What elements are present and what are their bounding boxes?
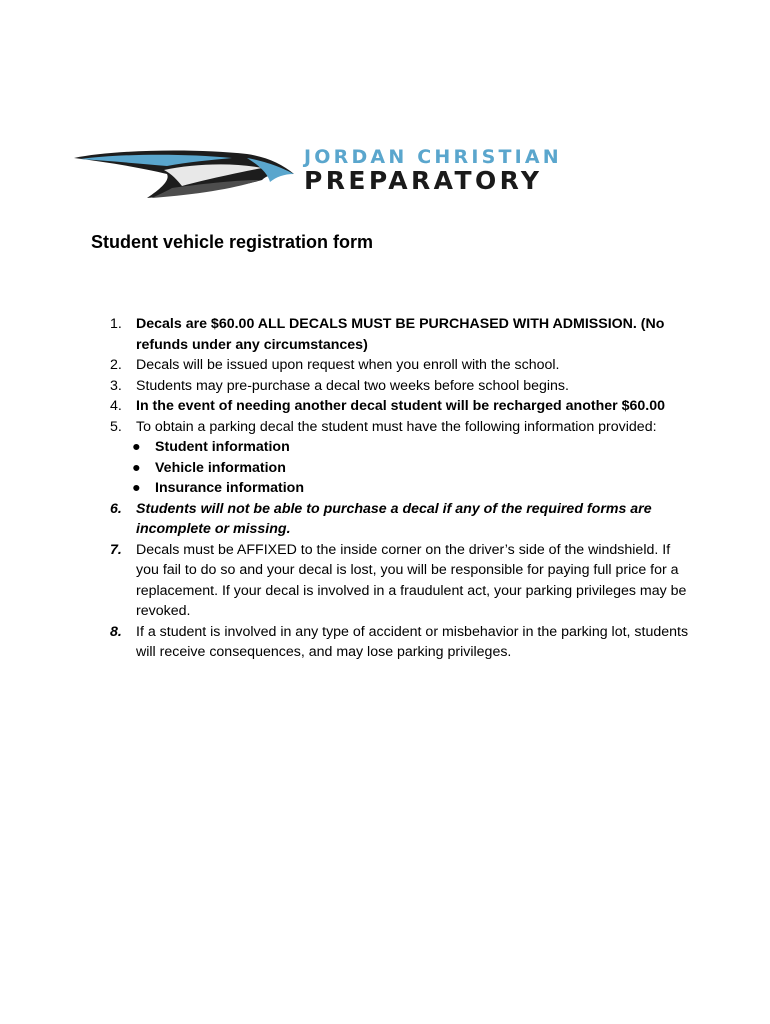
sub-bullet-item bbox=[110, 458, 690, 479]
list-item bbox=[110, 396, 690, 417]
item-number: 5. bbox=[110, 418, 122, 435]
item-text: Decals must be AFFIXED to the inside corner on the driver’s side of the windshield. If you fail to do so and your decal is lost, you will be responsible for paying full price for a replacement. If your decal is involved in a fraudulent act, your parking privileges may be revoked. bbox=[136, 541, 687, 619]
list-item bbox=[110, 355, 690, 376]
item-number: 1. bbox=[110, 316, 122, 332]
list-item bbox=[110, 540, 690, 622]
item-number: 6. bbox=[110, 500, 122, 517]
item-text: If a student is involved in any type of accident or misbehavior in the parking lot, students will receive consequences, and may lose parking privileges. bbox=[136, 623, 689, 660]
item-text: To obtain a parking decal the student must have the following information provided: bbox=[136, 418, 657, 435]
eagle-logo-icon bbox=[72, 144, 297, 200]
item-text: Students will not be able to purchase a decal if any of the required forms are incomplete or missing. bbox=[136, 500, 652, 537]
sub-bullet-item bbox=[110, 437, 690, 458]
item-number: 3. bbox=[110, 377, 122, 394]
list-item bbox=[110, 417, 690, 438]
item-text: Decals will be issued upon request when you enroll with the school. bbox=[136, 357, 560, 373]
rules-list bbox=[110, 314, 690, 663]
item-text: In the event of needing another decal student will be recharged another $60.00 bbox=[136, 398, 666, 414]
school-logo bbox=[72, 144, 637, 200]
sub-bullet-item bbox=[110, 478, 690, 499]
bullet-marker: ● bbox=[132, 480, 141, 496]
sub-bullet-text: Vehicle information bbox=[155, 459, 286, 476]
list-item bbox=[110, 499, 690, 540]
list-item bbox=[110, 622, 690, 663]
list-item bbox=[110, 314, 690, 355]
logo-line-1: JORDAN CHRISTIAN bbox=[304, 146, 562, 168]
logo-line-2: PREPARATORY bbox=[304, 166, 543, 195]
item-number: 4. bbox=[110, 398, 122, 414]
bullet-marker: ● bbox=[132, 459, 141, 476]
item-number: 2. bbox=[110, 357, 122, 373]
item-number: 7. bbox=[110, 541, 122, 558]
bullet-marker: ● bbox=[132, 439, 141, 455]
item-text: Decals are $60.00 ALL DECALS MUST BE PURCHASED WITH ADMISSION. (No refunds under any circumstances) bbox=[136, 316, 665, 353]
required-info-list bbox=[110, 437, 690, 499]
sub-bullet-text: Student information bbox=[155, 439, 290, 455]
form-title: Student vehicle registration form bbox=[91, 232, 374, 252]
list-item bbox=[110, 376, 690, 397]
item-text: Students may pre-purchase a decal two weeks before school begins. bbox=[136, 377, 569, 394]
sub-bullet-text: Insurance information bbox=[155, 480, 304, 496]
item-number: 8. bbox=[110, 623, 122, 640]
